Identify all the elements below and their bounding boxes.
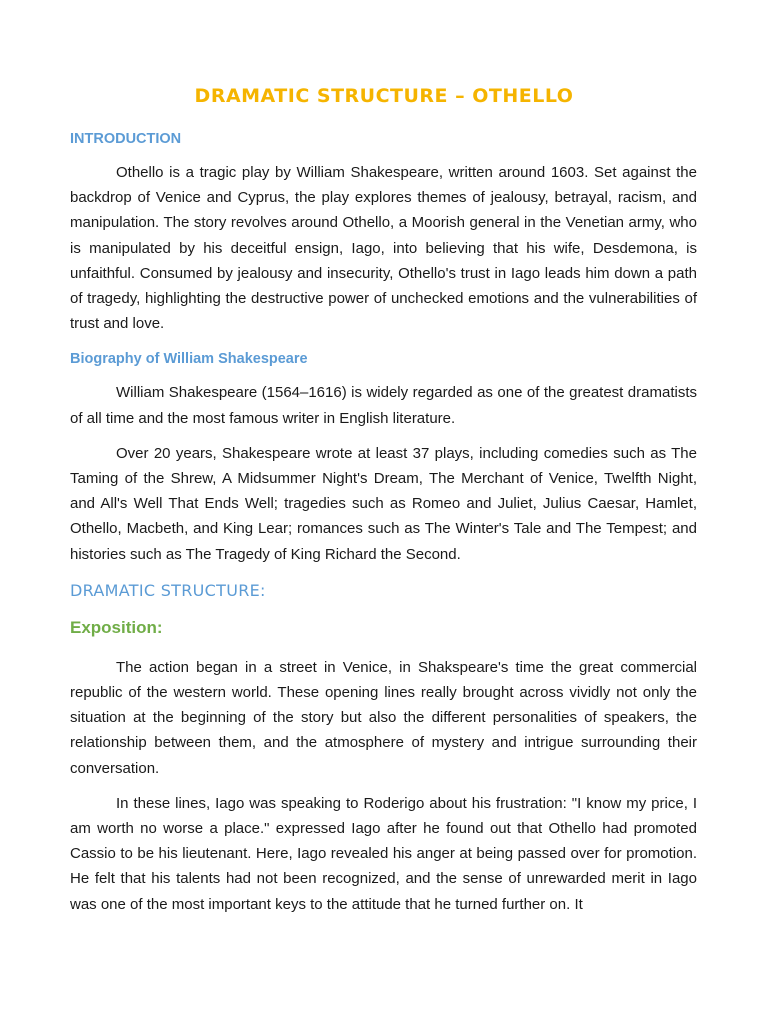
dramatic-structure-heading: DRAMATIC STRUCTURE: — [70, 580, 266, 600]
exposition-paragraph-2: In these lines, Iago was speaking to Roderigo about his frustration: "I know my price, I am worth no worse a place." expressed Iago after he found out that Othello had promoted Cassio to be his lieutenant. Here, Iago revealed his anger at being passed over for promotion. He felt that his talents had not been recognized, and the sense of unrewarded merit in Iago was one of the most important keys to the attitude that he turned further on. It — [70, 794, 697, 913]
document-body — [70, 126, 697, 917]
document-title: DRAMATIC STRUCTURE – OTHELLO — [194, 85, 574, 107]
biography-heading: Biography of William Shakespeare — [70, 351, 308, 368]
biography-paragraph-2: Over 20 years, Shakespeare wrote at least 37 plays, including comedies such as The Taming of the Shrew, A Midsummer Night's Dream, The Merchant of Venice, Twelfth Night, and All's Well That Ends Well; tragedies such as Romeo and Juliet, Julius Caesar, Hamlet, Othello, Macbeth, and King Lear; romances such as The Winter's Tale and The Tempest; and histories such as The Tragedy of King Richard the Second. — [70, 444, 697, 563]
introduction-paragraph: Othello is a tragic play by William Shakespeare, written around 1603. Set against the backdrop of Venice and Cyprus, the play explores themes of jealousy, betrayal, racism, and manipulation. The story revolves around Othello, a Moorish general in the Venetian army, who is manipulated by his deceitful ensign, Iago, into believing that his wife, Desdemona, is unfaithful. Consumed by jealousy and insecurity, Othello's trust in Iago leads him down a path of tragedy, highlighting the destructive power of unchecked emotions and the vulnerabilities of trust and love. — [70, 164, 697, 333]
exposition-heading: Exposition: — [70, 617, 163, 637]
exposition-paragraph-1: The action began in a street in Venice, in Shakspeare's time the great commercial republic of the western world. These opening lines really brought across vividly not only the situation at the beginning of the story but also the different personalities of speakers, the relationship between them, and the atmosphere of mystery and intrigue surrounding their conversation. — [70, 658, 697, 777]
introduction-heading: INTRODUCTION — [70, 131, 182, 147]
biography-paragraph-1: William Shakespeare (1564–1616) is widely regarded as one of the greatest dramatists of all time and the most famous writer in English literature. — [70, 384, 697, 427]
